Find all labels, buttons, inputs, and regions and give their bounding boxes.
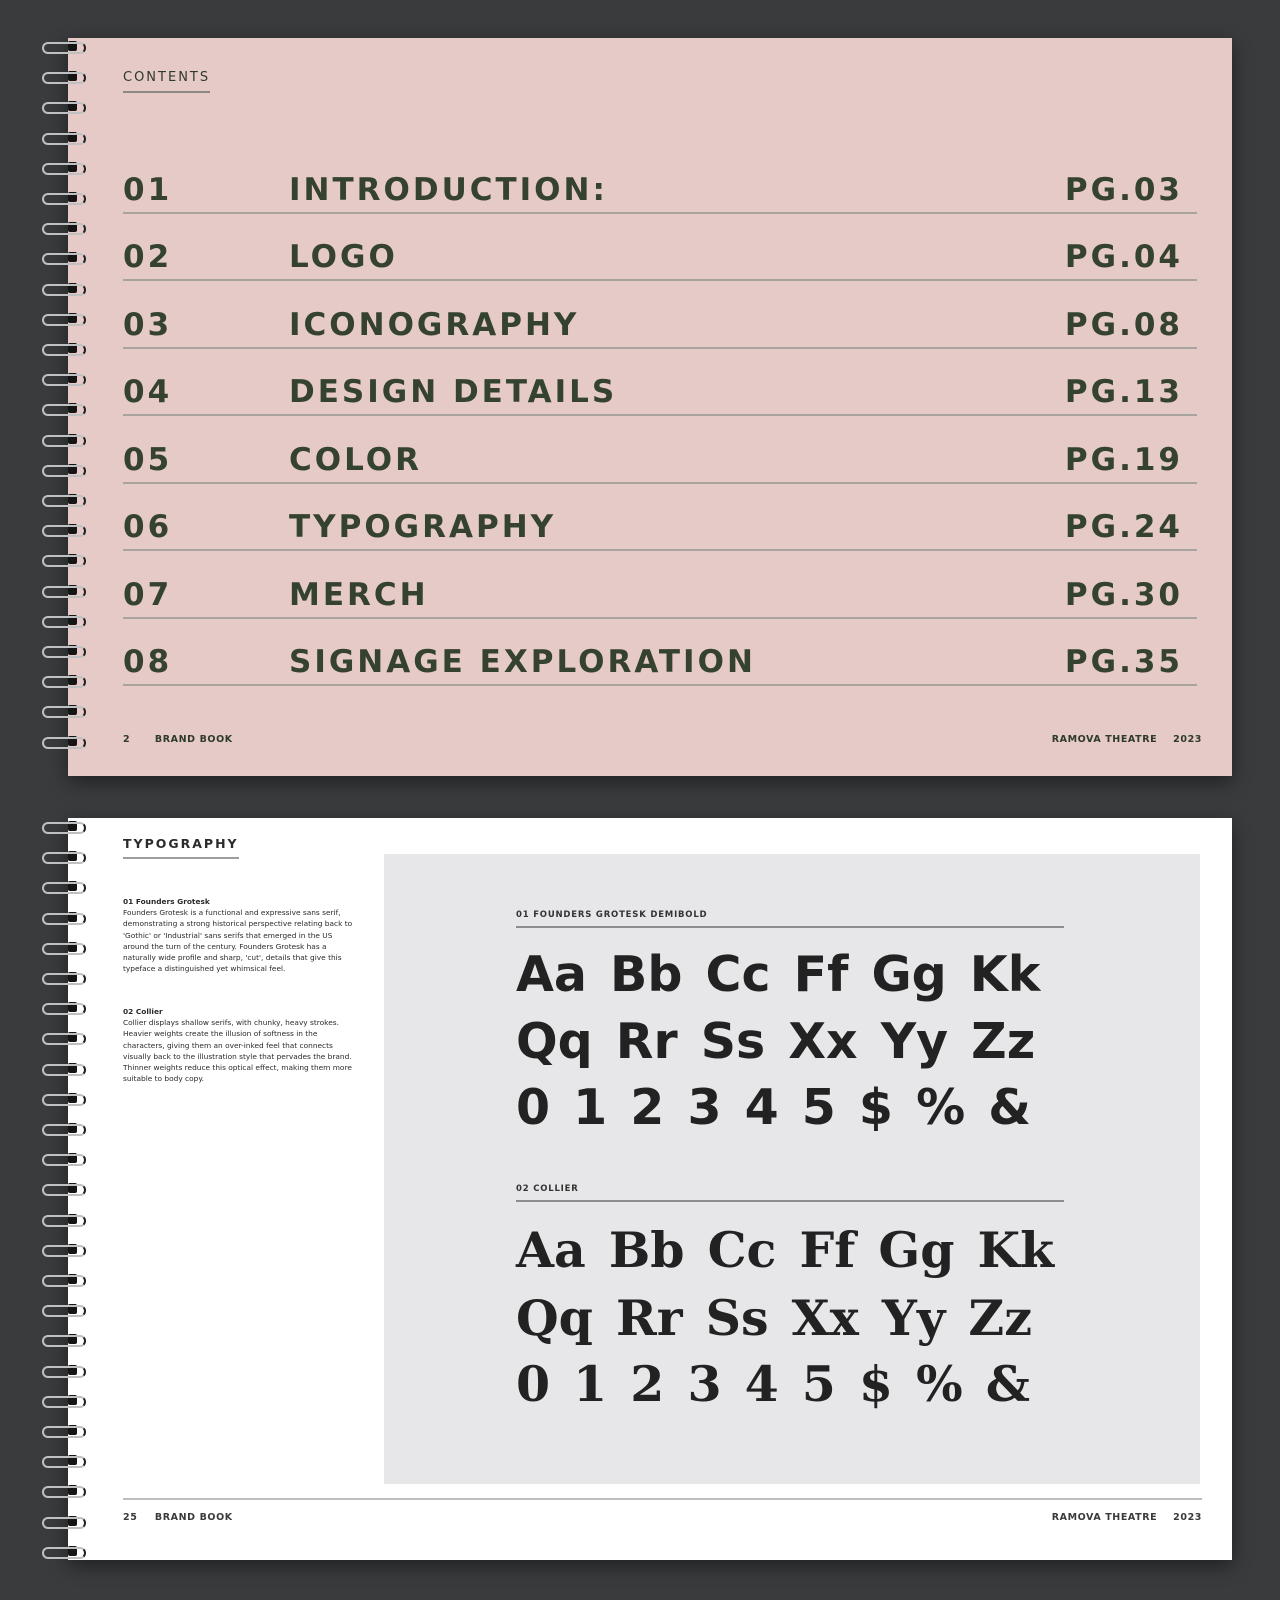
footer-year: 2023 (1173, 1512, 1202, 1523)
font-description-2 (123, 1006, 355, 1084)
toc-title: ICONOGRAPHY (289, 306, 580, 343)
spiral-coil (42, 850, 84, 863)
toc-number: 04 (123, 374, 173, 410)
toc-number: 06 (123, 509, 173, 545)
specimen-heading: 01 FOUNDERS GROTESK DEMIBOLD (516, 910, 1064, 928)
toc-row (123, 214, 1197, 282)
toc-row (123, 146, 1197, 214)
toc-title: INTRODUCTION: (289, 171, 608, 208)
toc-title: TYPOGRAPHY (289, 509, 557, 545)
spiral-coil (42, 880, 84, 893)
toc-row (123, 551, 1197, 619)
spiral-coil (42, 1333, 84, 1346)
spiral-coil (42, 100, 84, 113)
toc-title: COLOR (289, 441, 422, 478)
spiral-coil (42, 1424, 84, 1437)
spiral-coil (42, 342, 84, 355)
font-description-body: Founders Grotesk is a functional and expressive sans serif, demonstrating a strong historical perspective relating back to 'Gothic' or 'Industrial' sans serifs that emerged in the US around the turn of the century. Founders Grotesk has a naturally wide profile and sharp, 'cut', details that give this typeface a distinguished yet whimsical feel. (123, 908, 353, 974)
specimen-line: 0 1 2 3 4 5 $ % & (516, 1079, 1031, 1136)
spiral-binding (42, 818, 86, 1560)
toc-title: LOGO (289, 239, 398, 275)
spiral-coil (42, 820, 84, 833)
spiral-coil (42, 1031, 84, 1044)
spiral-coil (42, 1394, 84, 1407)
spiral-coil (42, 584, 84, 597)
spiral-coil (42, 704, 84, 717)
contents-label: CONTENTS (123, 70, 210, 93)
spiral-coil (42, 251, 84, 264)
spiral-coil (42, 40, 84, 53)
spiral-coil (42, 1182, 84, 1195)
font-description-heading: 02 Collier (123, 1007, 163, 1016)
font-description-1 (123, 896, 355, 974)
toc-page: PG.04 (1064, 239, 1183, 275)
page-footer (123, 1512, 1202, 1523)
spiral-coil (42, 372, 84, 385)
spiral-coil (42, 463, 84, 476)
spiral-coil (42, 221, 84, 234)
spiral-coil (42, 553, 84, 566)
spiral-coil (42, 644, 84, 657)
spiral-coil (42, 1001, 84, 1014)
spiral-coil (42, 1092, 84, 1105)
typography-label: TYPOGRAPHY (123, 836, 239, 859)
spiral-coil (42, 312, 84, 325)
spiral-coil (42, 1364, 84, 1377)
spiral-coil (42, 1303, 84, 1316)
footer-client: RAMOVA THEATRE (1051, 1512, 1158, 1523)
spiral-coil (42, 1122, 84, 1135)
font-description-heading: 01 Founders Grotesk (123, 897, 210, 906)
spiral-coil (42, 674, 84, 687)
specimen-line: Qq Rr Ss Xx Yy Zz (516, 1289, 1033, 1347)
toc-page: PG.35 (1064, 644, 1183, 680)
font-description-body: Collier displays shallow serifs, with chunky, heavy strokes. Heavier weights create the illusion of softness in the characters, giving them an over-inked feel that connects visually back to the illustration style that pervades the brand. Thinner weights reduce this optical effect, making them more suitable to body copy. (123, 1018, 352, 1084)
spiral-coil (42, 493, 84, 506)
spiral-coil (42, 1515, 84, 1528)
spiral-coil (42, 1152, 84, 1165)
specimen-line: Aa Bb Cc Ff Gg Kk (516, 946, 1041, 1003)
contents-page (68, 38, 1232, 776)
spiral-coil (42, 523, 84, 536)
spiral-coil (42, 1454, 84, 1467)
specimen-line: Qq Rr Ss Xx Yy Zz (516, 1013, 1036, 1070)
toc-page: PG.19 (1064, 441, 1183, 478)
specimen-line: 0 1 2 3 4 5 $ % & (516, 1355, 1030, 1413)
toc-title: DESIGN DETAILS (289, 374, 618, 410)
spiral-coil (42, 941, 84, 954)
footer-client: RAMOVA THEATRE (1051, 734, 1158, 745)
footer-page-number: 25 (123, 1512, 138, 1523)
spiral-coil (42, 1273, 84, 1286)
toc-row (123, 484, 1197, 552)
spiral-coil (42, 402, 84, 415)
footer-book-title: BRAND BOOK (154, 734, 233, 745)
spiral-coil (42, 433, 84, 446)
spiral-coil (42, 282, 84, 295)
specimen-line: Aa Bb Cc Ff Gg Kk (516, 1221, 1055, 1279)
toc-page: PG.08 (1064, 306, 1183, 343)
footer-page-number: 2 (123, 734, 131, 745)
table-of-contents (123, 146, 1197, 686)
toc-number: 08 (123, 644, 173, 680)
spiral-coil (42, 161, 84, 174)
type-specimen-panel (384, 854, 1200, 1484)
footer-year: 2023 (1173, 734, 1202, 745)
spiral-coil (42, 131, 84, 144)
spiral-coil (42, 971, 84, 984)
spiral-binding (42, 38, 86, 776)
toc-page: PG.24 (1064, 509, 1183, 545)
toc-number: 01 (123, 171, 173, 208)
toc-row (123, 281, 1197, 349)
toc-number: 05 (123, 441, 173, 478)
toc-number: 02 (123, 239, 173, 275)
specimen-heading: 02 COLLIER (516, 1184, 1064, 1202)
toc-row (123, 349, 1197, 417)
toc-row (123, 619, 1197, 687)
footer-book-title: BRAND BOOK (154, 1512, 233, 1523)
toc-page: PG.30 (1064, 576, 1183, 613)
toc-row (123, 416, 1197, 484)
toc-number: 03 (123, 306, 173, 343)
toc-title: SIGNAGE EXPLORATION (289, 644, 756, 680)
spiral-coil (42, 191, 84, 204)
spiral-coil (42, 1062, 84, 1075)
footer-divider (123, 1498, 1202, 1500)
spiral-coil (42, 1484, 84, 1497)
spiral-coil (42, 911, 84, 924)
toc-page: PG.13 (1064, 374, 1183, 410)
spiral-coil (42, 1545, 84, 1558)
toc-page: PG.03 (1064, 171, 1183, 208)
toc-title: MERCH (289, 576, 429, 613)
spiral-coil (42, 735, 84, 748)
spiral-coil (42, 1243, 84, 1256)
toc-number: 07 (123, 576, 173, 613)
typography-page (68, 818, 1232, 1560)
spiral-coil (42, 1213, 84, 1226)
page-footer (123, 734, 1202, 745)
spiral-coil (42, 70, 84, 83)
spiral-coil (42, 614, 84, 627)
